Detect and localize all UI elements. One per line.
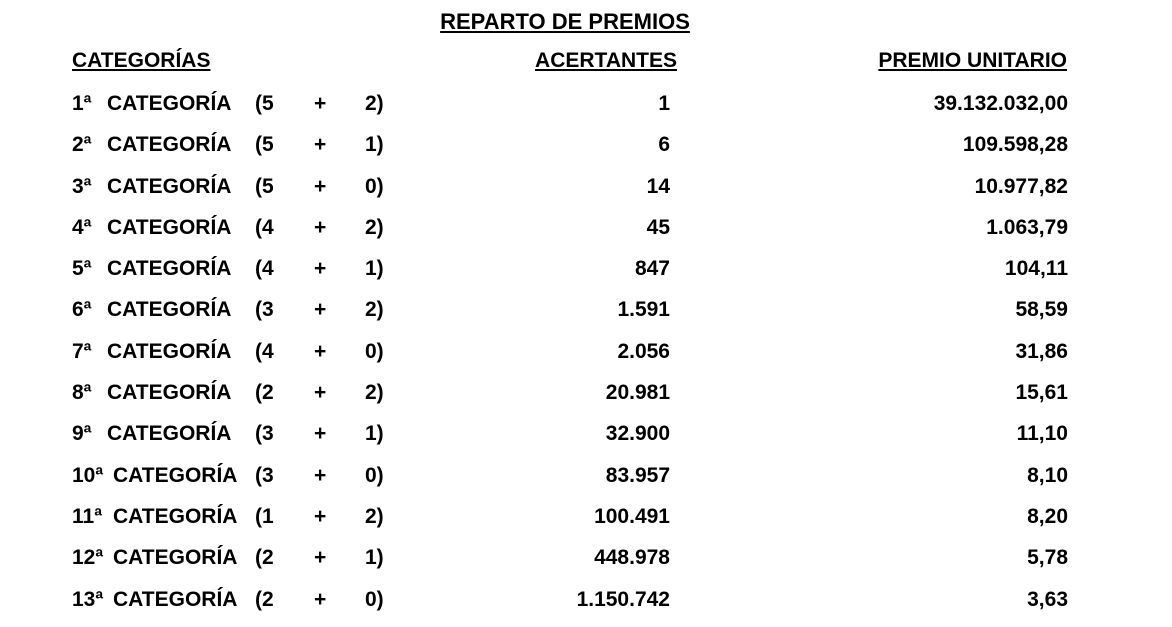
category-label: CATEGORÍA [107,298,232,322]
plus-sign: + [314,504,327,528]
unit-prize: 15,61 [1015,381,1068,405]
category-number: 12ª [72,546,104,570]
category-number: 4ª [72,215,92,239]
stars-hit: 1) [365,422,384,446]
table-row [0,124,1172,165]
stars-hit: 1) [365,133,384,157]
unit-prize: 3,63 [1027,587,1068,611]
unit-prize: 8,10 [1027,463,1068,487]
plus-sign: + [314,422,327,446]
unit-prize: 5,78 [1027,546,1068,570]
category-number: 10ª [72,463,104,487]
numbers-hit: (2 [255,381,274,405]
stars-hit: 2) [365,298,384,322]
category-number: 3ª [72,174,92,198]
winners-count: 83.957 [605,463,670,487]
category-label: CATEGORÍA [107,422,232,446]
winners-count: 100.491 [594,504,670,528]
winners-count: 32.900 [605,422,670,446]
category-label: CATEGORÍA [113,504,238,528]
prize-table [0,83,1172,620]
plus-sign: + [314,215,327,239]
winners-count: 1.591 [617,298,670,322]
plus-sign: + [314,257,327,281]
unit-prize: 11,10 [1016,422,1068,446]
category-number: 7ª [72,339,92,363]
numbers-hit: (3 [255,463,274,487]
winners-count: 6 [658,133,670,157]
winners-count: 2.056 [617,339,670,363]
unit-prize: 58,59 [1015,298,1068,322]
winners-count: 448.978 [594,546,670,570]
plus-sign: + [314,463,327,487]
plus-sign: + [314,587,327,611]
unit-prize: 1.063,79 [986,215,1068,239]
category-number: 2ª [72,133,92,157]
stars-hit: 2) [365,504,384,528]
numbers-hit: (3 [255,422,274,446]
stars-hit: 2) [365,215,384,239]
winners-count: 847 [634,257,670,281]
numbers-hit: (1 [255,504,274,528]
stars-hit: 2) [365,92,384,115]
stars-hit: 2) [365,381,384,405]
stars-hit: 1) [365,257,384,281]
category-number: 8ª [72,381,92,405]
unit-prize: 104,11 [1004,257,1068,281]
table-row [0,331,1172,372]
table-row [0,207,1172,248]
category-number: 13ª [72,587,104,611]
stars-hit: 1) [365,546,384,570]
stars-hit: 0) [365,339,384,363]
category-label: CATEGORÍA [107,257,232,281]
header-categorias: CATEGORÍAS [72,49,211,72]
table-row [0,166,1172,207]
category-label: CATEGORÍA [113,546,238,570]
plus-sign: + [314,339,327,363]
header-premio-unitario: PREMIO UNITARIO [878,49,1067,72]
stars-hit: 0) [365,463,384,487]
table-row [0,289,1172,330]
table-row [0,83,1172,124]
numbers-hit: (4 [255,257,274,281]
plus-sign: + [314,133,327,157]
category-label: CATEGORÍA [107,339,232,363]
category-number: 9ª [72,422,92,446]
table-row [0,248,1172,289]
stars-hit: 0) [365,174,384,198]
table-row [0,496,1172,537]
numbers-hit: (4 [255,215,274,239]
numbers-hit: (2 [255,546,274,570]
stars-hit: 0) [365,587,384,611]
unit-prize: 31,86 [1015,339,1068,363]
category-number: 5ª [72,257,92,281]
winners-count: 14 [646,174,670,198]
numbers-hit: (5 [255,174,274,198]
unit-prize: 10.977,82 [974,174,1068,198]
numbers-hit: (5 [255,92,274,115]
plus-sign: + [314,92,327,115]
page-title: REPARTO DE PREMIOS [440,9,690,34]
plus-sign: + [314,174,327,198]
category-number: 1ª [72,92,92,115]
category-label: CATEGORÍA [107,133,232,157]
category-label: CATEGORÍA [107,381,232,405]
category-number: 11ª [72,504,102,528]
category-label: CATEGORÍA [107,215,232,239]
header-acertantes: ACERTANTES [535,49,677,72]
winners-count: 1.150.742 [576,587,670,611]
numbers-hit: (3 [255,298,274,322]
table-row [0,537,1172,578]
table-row [0,455,1172,496]
category-label: CATEGORÍA [113,463,238,487]
category-number: 6ª [72,298,92,322]
winners-count: 1 [658,92,670,115]
category-label: CATEGORÍA [107,174,232,198]
plus-sign: + [314,546,327,570]
winners-count: 45 [646,215,670,239]
category-label: CATEGORÍA [113,587,238,611]
table-row [0,372,1172,413]
winners-count: 20.981 [605,381,670,405]
numbers-hit: (2 [255,587,274,611]
unit-prize: 8,20 [1027,504,1068,528]
unit-prize: 109.598,28 [962,133,1068,157]
unit-prize: 39.132.032,00 [933,92,1068,115]
plus-sign: + [314,381,327,405]
numbers-hit: (4 [255,339,274,363]
plus-sign: + [314,298,327,322]
table-row [0,413,1172,454]
numbers-hit: (5 [255,133,274,157]
table-row [0,579,1172,620]
category-label: CATEGORÍA [107,92,232,115]
